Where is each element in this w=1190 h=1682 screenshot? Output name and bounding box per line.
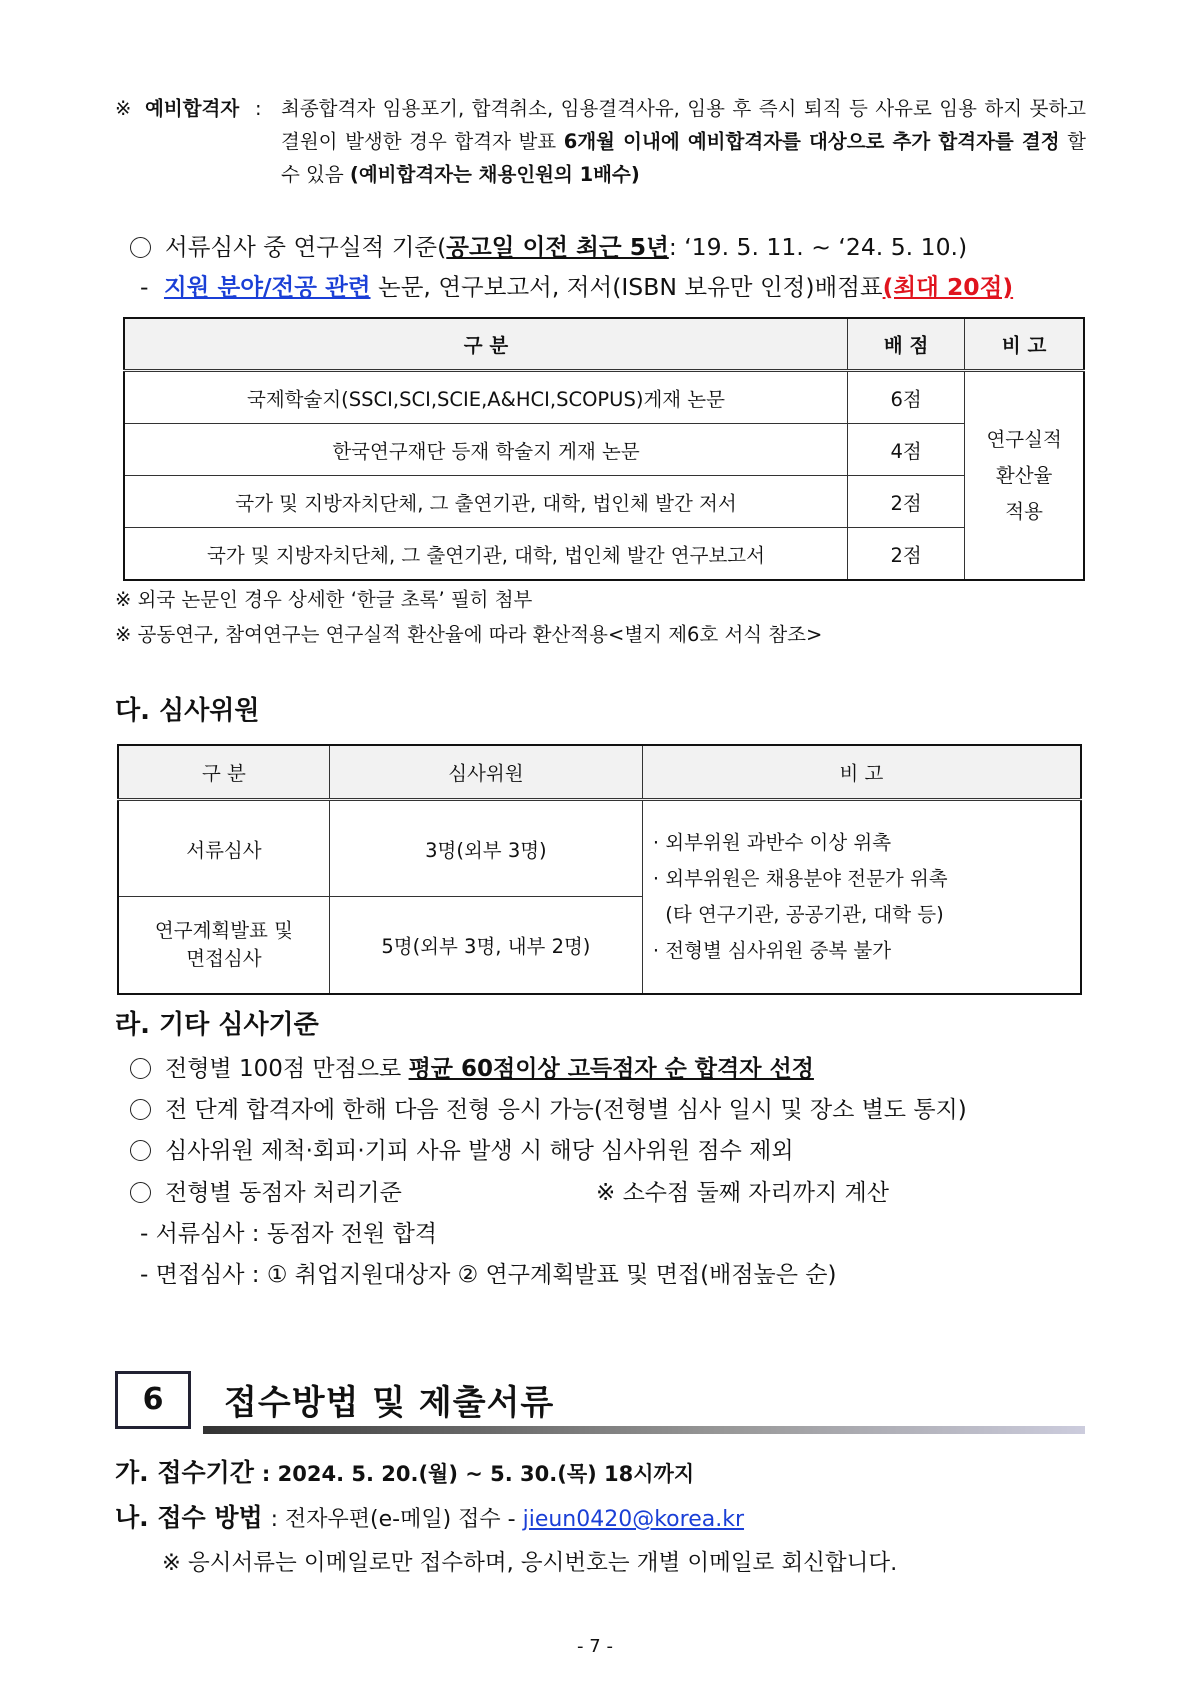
remark-cell: 연구실적 환산율 적용: [965, 371, 1084, 581]
note-label: 예비합격자: [145, 97, 240, 120]
table-row: 한국연구재단 등재 학술지 게재 논문 4점: [124, 424, 1084, 476]
circle-bullet-icon: [130, 237, 151, 258]
table-row: 연구계획발표 및 면접심사 5명(외부 3명, 내부 2명): [118, 897, 1081, 995]
section-title-other-criteria: 라. 기타 심사기준: [115, 1010, 319, 1040]
table-row: 서류심사 3명(외부 3명) · 외부위원 과반수 이상 위촉 · 외부위원은 채용분야 전문가 위촉 (타 연구기관, 공공기관, 대학 등) · 전형별 심사위원 중복 불가: [118, 800, 1081, 897]
committee-table: [117, 744, 1082, 995]
criteria-item-1: 전형별 100점 만점으로 평균 60점이상 고득점자 순 합격자 선정: [130, 1050, 814, 1083]
header-stage: 구 분: [118, 745, 329, 800]
section-underline-bar: [203, 1426, 1085, 1434]
section-title-committee: 다. 심사위원: [115, 696, 260, 726]
table-row: 국제학술지(SSCI,SCI,SCIE,A&HCI,SCOPUS)게재 논문 6점 연구실적 환산율 적용: [124, 371, 1084, 424]
header-remark: 비 고: [965, 318, 1084, 371]
tie-rule-document: - 서류심사 : 동점자 전원 합격: [140, 1221, 438, 1247]
abstract-note: ※ 외국 논문인 경우 상세한 ‘한글 초록’ 필히 첨부: [115, 588, 533, 611]
decimal-note: ※ 소수점 둘째 자리까지 계산: [596, 1180, 889, 1206]
criteria-item-3: 심사위원 제척·회피·기피 사유 발생 시 해당 심사위원 점수 제외: [130, 1132, 794, 1165]
header-remarks: 비 고: [642, 745, 1081, 800]
circle-bullet-icon: [130, 1140, 151, 1161]
committee-remarks: · 외부위원 과반수 이상 위촉 · 외부위원은 채용분야 전문가 위촉 (타 연구기관, 공공기관, 대학 등) · 전형별 심사위원 중복 불가: [642, 800, 1081, 995]
application-note: ※ 응시서류는 이메일로만 접수하며, 응시번호는 개별 이메일로 회신합니다.: [162, 1550, 898, 1576]
circle-bullet-icon: [130, 1182, 151, 1203]
circle-bullet-icon: [130, 1058, 151, 1079]
criteria-item-2: 전 단계 합격자에 한해 다음 전형 응시 가능(전형별 심사 일시 및 장소 별도 통지): [130, 1091, 967, 1124]
joint-research-note: ※ 공동연구, 참여연구는 연구실적 환산율에 따라 환산적용<별지 제6호 서식 참조>: [115, 623, 823, 646]
circle-bullet-icon: [130, 1099, 151, 1120]
table-row: 국가 및 지방자치단체, 그 출연기관, 대학, 법인체 발간 저서 2점: [124, 476, 1084, 528]
criteria-item-4: 전형별 동점자 처리기준: [130, 1174, 402, 1207]
header-category: 구 분: [124, 318, 848, 371]
note-mark: ※: [115, 97, 132, 120]
header-score: 배 점: [848, 318, 965, 371]
application-period: 가. 접수기간 : 2024. 5. 20.(월) ~ 5. 30.(목) 18시까지: [115, 1458, 695, 1487]
email-link[interactable]: jieun0420@korea.kr: [522, 1507, 745, 1532]
note-body: 최종합격자 임용포기, 합격취소, 임용결격사유, 임용 후 즉시 퇴직 등 사유로 임용 하지 못하고 결원이 발생한 경우 합격자 발표 6개월 이내에 예비합격자를 대상으로 추가 합격자를 결정 할 수 있음 (예비합격자는 채용인원의 1배수): [281, 97, 1086, 186]
section-title-application: 접수방법 및 제출서류: [224, 1383, 555, 1423]
research-criteria-line: 서류심사 중 연구실적 기준(공고일 이전 최근 5년: ‘19. 5. 11. ~ ‘24. 5. 10.): [130, 228, 967, 262]
tie-rule-interview: - 면접심사 : ① 취업지원대상자 ② 연구계획발표 및 면접(배점높은 순): [140, 1262, 837, 1288]
research-score-table: [123, 317, 1085, 581]
note-colon: :: [255, 97, 262, 120]
section-number-badge: 6: [115, 1371, 191, 1429]
header-members: 심사위원: [329, 745, 642, 800]
page-number: - 7 -: [577, 1636, 613, 1657]
table-row: 국가 및 지방자치단체, 그 출연기관, 대학, 법인체 발간 연구보고서 2점: [124, 528, 1084, 581]
research-score-line: - 지원 분야/전공 관련 논문, 연구보고서, 저서(ISBN 보유만 인정)배점표(최대 20점): [140, 273, 1014, 301]
application-method: 나. 접수 방법 : 전자우편(e-메일) 접수 - jieun0420@korea.kr: [115, 1503, 745, 1532]
